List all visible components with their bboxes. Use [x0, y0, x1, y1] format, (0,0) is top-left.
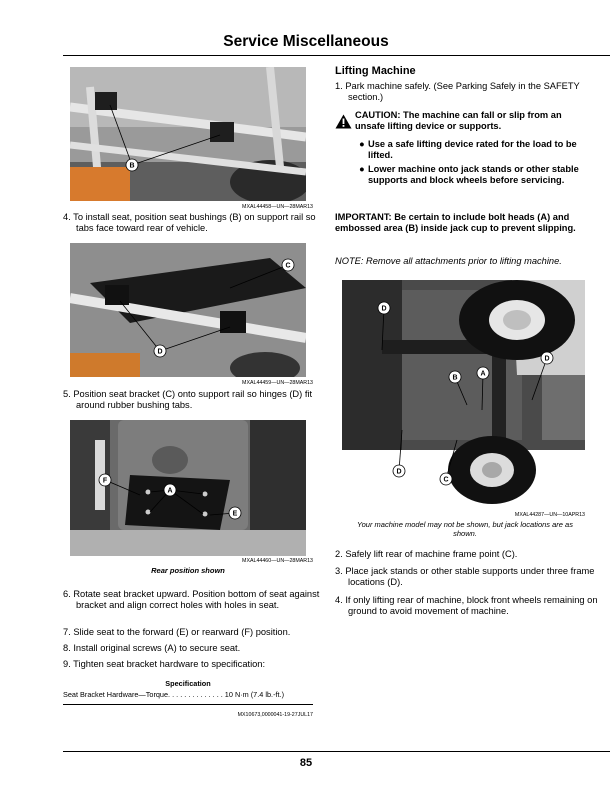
- warning-triangle-icon: [335, 114, 352, 129]
- callout-label: F: [102, 477, 108, 485]
- caution-text: CAUTION: The machine can fall or slip from an unsafe lifting device or supports.: [355, 110, 562, 132]
- seat-rear-position-photo: [70, 420, 306, 556]
- callout-label: A: [480, 370, 486, 378]
- figure-code: MXAL44287—UN—10APR13: [514, 512, 585, 518]
- note-remove-attachments: NOTE: Remove all attachments prior to lifting machine.: [335, 256, 562, 266]
- spec-row: Seat Bracket Hardware—Torque. . . . . . . . . . . . . . 10 N·m (7.4 lb.-ft.): [63, 690, 285, 699]
- bullet-dot-icon: ●: [359, 139, 365, 149]
- bullet-safe-lifting: [355, 139, 598, 162]
- callout-label: D: [157, 348, 163, 356]
- lifting-points-photo: [342, 280, 585, 508]
- page-number: 85: [299, 757, 313, 769]
- footer-rule: [63, 751, 610, 752]
- figure-code: MXAL44459—UN—28MAR13: [242, 380, 313, 386]
- figure-caption: Rear position shown: [151, 566, 225, 575]
- callout-label: D: [544, 355, 550, 363]
- bullet-dot-icon: ●: [359, 164, 365, 174]
- spec-title: Specification: [165, 679, 211, 688]
- section-heading: Lifting Machine: [335, 65, 416, 77]
- step-7-slide-seat: 7. Slide seat to the forward (E) or rearward (F) position.: [63, 627, 291, 637]
- step-4-block-wheels: 4. If only lifting rear of machine, block front wheels remaining on ground to avoid movement of machine.: [335, 595, 598, 617]
- callout-label: A: [167, 487, 173, 495]
- bullet-text: Lower machine onto jack stands or other stable supports and block wheels before servicing.: [368, 164, 579, 186]
- step-1-park-machine: 1. Park machine safely. (See Parking Safely in the SAFETY section.): [335, 81, 580, 103]
- bullet-jack-stands: [355, 164, 598, 187]
- figure-caption: Your machine model may not be shown, but jack locations are as shown.: [357, 520, 573, 538]
- step-6-rotate-bracket: 6. Rotate seat bracket upward. Position bottom of seat against bracket and align correct holes with holes in seat.: [63, 589, 320, 611]
- step-5-position-bracket: 5. Position seat bracket (C) onto support rail so hinges (D) fit around rubber bushing tabs.: [63, 389, 313, 411]
- page-title: Service Miscellaneous: [223, 33, 389, 50]
- callout-label: C: [285, 262, 291, 270]
- callout-label: E: [232, 510, 238, 518]
- step-4-install-seat: 4. To install seat, position seat bushings (B) on support rail so tabs face toward rear of vehicle.: [63, 212, 316, 234]
- seat-bracket-photo: [70, 243, 306, 377]
- callout-label: B: [452, 374, 458, 382]
- figure-code: MXAL44460—UN—28MAR13: [242, 558, 313, 564]
- callout-label: C: [443, 476, 449, 484]
- callout-label: D: [396, 468, 402, 476]
- spec-divider: [63, 704, 313, 705]
- seat-bushing-photo: [70, 67, 306, 201]
- step-3-jack-stands: 3. Place jack stands or other stable supports under three frame locations (D).: [335, 566, 595, 588]
- header-rule: [63, 55, 610, 56]
- step-2-lift-rear: 2. Safely lift rear of machine frame point (C).: [335, 549, 518, 559]
- bullet-text: Use a safe lifting device rated for the load to be lifted.: [368, 139, 577, 161]
- step-8-install-screws: 8. Install original screws (A) to secure seat.: [63, 643, 241, 653]
- callout-label: B: [129, 162, 135, 170]
- step-9-tighten-hardware: 9. Tighten seat bracket hardware to specification:: [63, 659, 266, 669]
- callout-label: D: [381, 305, 387, 313]
- document-id: MX10673,0000041-19-27JUL17: [237, 712, 313, 718]
- important-notice: IMPORTANT: Be certain to include bolt heads (A) and embossed area (B) inside jack cup to prevent slipping.: [335, 212, 576, 234]
- figure-code: MXAL44458—UN—28MAR13: [242, 204, 313, 210]
